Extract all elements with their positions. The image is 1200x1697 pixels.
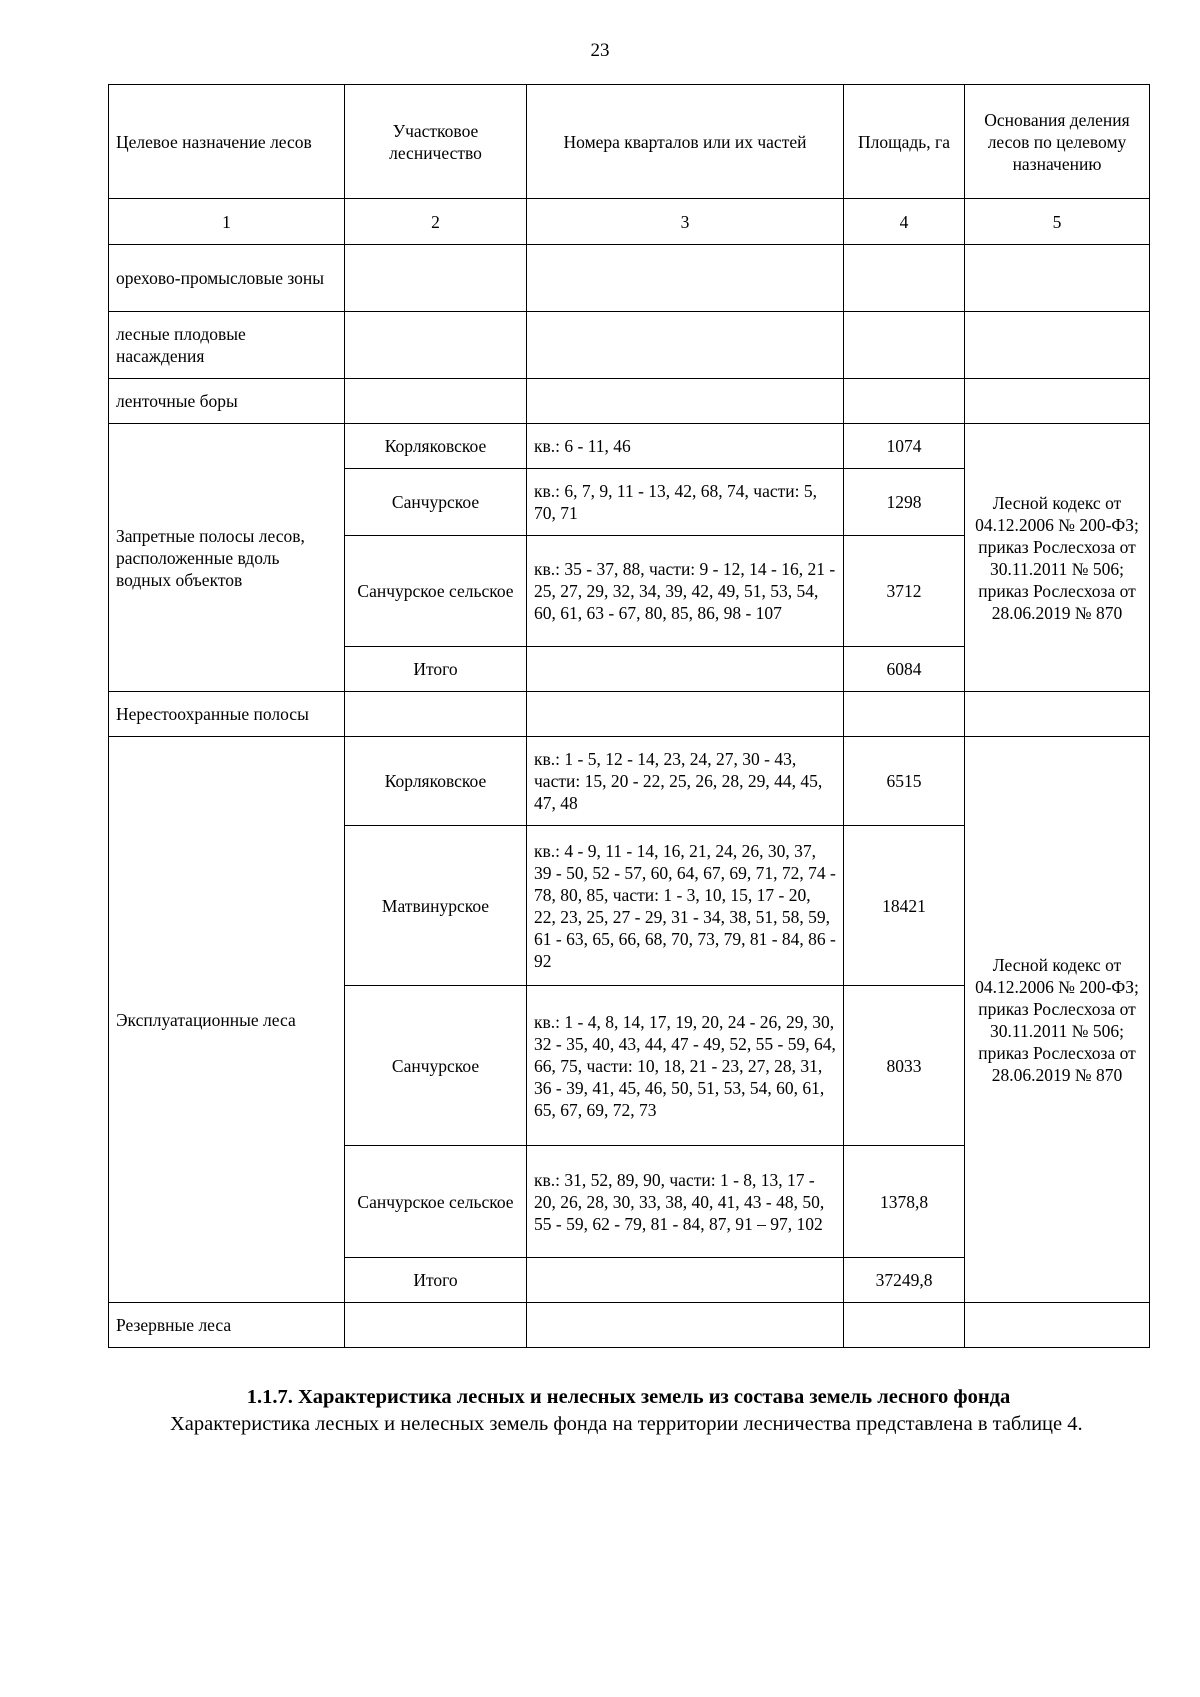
district-cell: Корляковское	[345, 424, 527, 469]
district-cell: Санчурское сельское	[345, 1146, 527, 1258]
empty-cell	[345, 312, 527, 379]
district-cell: Санчурское	[345, 469, 527, 536]
quarters-cell: кв.: 4 - 9, 11 - 14, 16, 21, 24, 26, 30, 37, 39 - 50, 52 - 57, 60, 64, 67, 69, 71, 72, 74 - 78, 80, 85, части: 1 - 3, 10, 15, 17 - 20, 22, 23, 25, 27 - 29, 31 - 34, 38, 51, 58, 59, 61 - 63, 65, 66, 68, 70, 73, 79, 81 - 84, 86 - 92	[527, 826, 844, 986]
empty-cell	[844, 312, 965, 379]
column-number: 4	[844, 199, 965, 245]
column-number: 2	[345, 199, 527, 245]
table-header-row	[109, 85, 1150, 199]
total-area-cell: 6084	[844, 647, 965, 692]
quarters-cell: кв.: 6 - 11, 46	[527, 424, 844, 469]
area-cell: 6515	[844, 737, 965, 826]
purpose-cell: Эксплуатационные леса	[109, 737, 345, 1303]
table-row	[109, 245, 1150, 312]
purpose-cell: лесные плодовые насаждения	[109, 312, 345, 379]
area-cell: 18421	[844, 826, 965, 986]
table-row	[109, 424, 1150, 469]
empty-cell	[965, 312, 1150, 379]
column-number: 3	[527, 199, 844, 245]
quarters-cell: кв.: 1 - 4, 8, 14, 17, 19, 20, 24 - 26, 29, 30, 32 - 35, 40, 43, 44, 47 - 49, 52, 55 - 59, 64, 66, 75, части: 10, 18, 21 - 23, 27, 28, 31, 36 - 39, 41, 45, 46, 50, 51, 53, 54, 60, 61, 65, 67, 69, 72, 73	[527, 986, 844, 1146]
empty-cell	[527, 1258, 844, 1303]
total-label-cell: Итого	[345, 1258, 527, 1303]
empty-cell	[527, 692, 844, 737]
total-area-cell: 37249,8	[844, 1258, 965, 1303]
table-row	[109, 379, 1150, 424]
empty-cell	[527, 245, 844, 312]
quarters-cell: кв.: 31, 52, 89, 90, части: 1 - 8, 13, 17 - 20, 26, 28, 30, 33, 38, 40, 41, 43 - 48, 50, 55 - 59, 62 - 79, 81 - 84, 87, 91 – 97, 102	[527, 1146, 844, 1258]
purpose-cell: Нерестоохранные полосы	[109, 692, 345, 737]
empty-cell	[965, 379, 1150, 424]
section-paragraph: Характеристика лесных и нелесных земель фонда на территории лесничества представлена в таблице 4.	[170, 1413, 1083, 1435]
empty-cell	[527, 379, 844, 424]
page-number: 23	[590, 40, 610, 61]
purpose-cell: Запретные полосы лесов, расположенные вдоль водных объектов	[109, 424, 345, 692]
empty-cell	[844, 245, 965, 312]
area-cell: 1074	[844, 424, 965, 469]
area-cell: 1298	[844, 469, 965, 536]
empty-cell	[527, 1303, 844, 1348]
section-heading: 1.1.7. Характеристика лесных и нелесных земель из состава земель лесного фонда	[246, 1386, 1011, 1408]
empty-cell	[965, 692, 1150, 737]
basis-cell: Лесной кодекс от 04.12.2006 № 200-ФЗ; приказ Рослесхоза от 30.11.2011 № 506; приказ Рослесхоза от 28.06.2019 № 870	[965, 424, 1150, 692]
quarters-cell: кв.: 1 - 5, 12 - 14, 23, 24, 27, 30 - 43, части: 15, 20 - 22, 25, 26, 28, 29, 44, 45, 47, 48	[527, 737, 844, 826]
empty-cell	[965, 1303, 1150, 1348]
table-row	[109, 692, 1150, 737]
empty-cell	[844, 1303, 965, 1348]
purpose-cell: ленточные боры	[109, 379, 345, 424]
header-quarters: Номера кварталов или их частей	[527, 85, 844, 199]
column-number: 5	[965, 199, 1150, 245]
empty-cell	[965, 245, 1150, 312]
column-numbers-row	[109, 199, 1150, 245]
header-purpose: Целевое назначение лесов	[109, 85, 345, 199]
header-district: Участковое лесничество	[345, 85, 527, 199]
empty-cell	[345, 245, 527, 312]
basis-cell: Лесной кодекс от 04.12.2006 № 200-ФЗ; приказ Рослесхоза от 30.11.2011 № 506; приказ Рослесхоза от 28.06.2019 № 870	[965, 737, 1150, 1303]
column-number: 1	[109, 199, 345, 245]
area-cell: 8033	[844, 986, 965, 1146]
area-cell: 3712	[844, 536, 965, 647]
quarters-cell: кв.: 6, 7, 9, 11 - 13, 42, 68, 74, части: 5, 70, 71	[527, 469, 844, 536]
empty-cell	[844, 379, 965, 424]
empty-cell	[345, 1303, 527, 1348]
district-cell: Санчурское	[345, 986, 527, 1146]
table-row	[109, 737, 1150, 826]
table-row	[109, 1303, 1150, 1348]
header-area: Площадь, га	[844, 85, 965, 199]
total-label-cell: Итого	[345, 647, 527, 692]
district-cell: Матвинурское	[345, 826, 527, 986]
empty-cell	[527, 647, 844, 692]
table-row	[109, 312, 1150, 379]
area-cell: 1378,8	[844, 1146, 965, 1258]
purpose-cell: Резервные леса	[109, 1303, 345, 1348]
quarters-cell: кв.: 35 - 37, 88, части: 9 - 12, 14 - 16, 21 - 25, 27, 29, 32, 34, 39, 42, 49, 51, 53, 54, 60, 61, 63 - 67, 80, 85, 86, 98 - 107	[527, 536, 844, 647]
empty-cell	[844, 692, 965, 737]
district-cell: Санчурское сельское	[345, 536, 527, 647]
empty-cell	[527, 312, 844, 379]
district-cell: Корляковское	[345, 737, 527, 826]
purpose-cell: орехово-промысловые зоны	[109, 245, 345, 312]
header-basis: Основания деления лесов по целевому назначению	[965, 85, 1150, 199]
empty-cell	[345, 379, 527, 424]
empty-cell	[345, 692, 527, 737]
forest-purpose-table	[108, 84, 1150, 1348]
